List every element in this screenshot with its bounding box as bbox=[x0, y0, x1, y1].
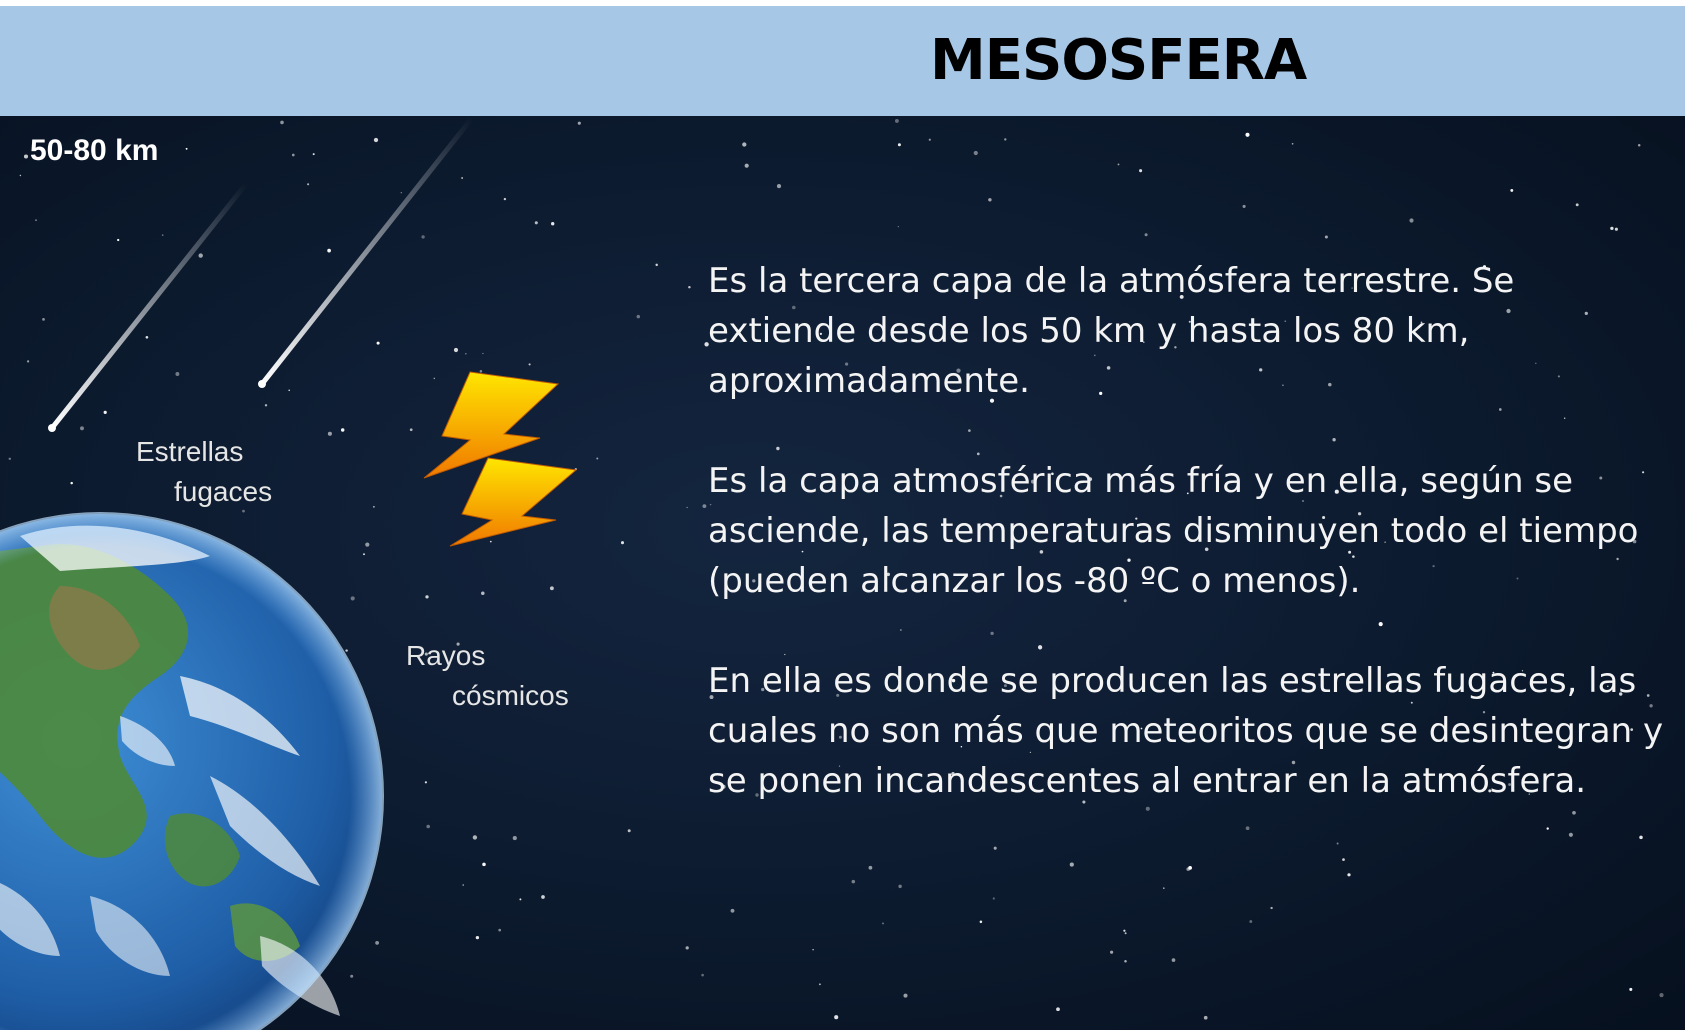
star-dot bbox=[1145, 233, 1148, 236]
star-dot bbox=[289, 723, 292, 726]
star-dot bbox=[57, 949, 58, 950]
star-dot bbox=[480, 370, 483, 373]
star-dot bbox=[162, 234, 164, 236]
star-dot bbox=[490, 541, 492, 543]
star-dot bbox=[328, 432, 332, 436]
shooting-stars-label: Estrellas bbox=[136, 436, 244, 467]
star-dot bbox=[1342, 858, 1345, 861]
star-dot bbox=[351, 596, 355, 600]
star-dot bbox=[454, 348, 458, 352]
star-dot bbox=[551, 222, 554, 225]
star-dot bbox=[35, 219, 37, 221]
star-dot bbox=[101, 702, 104, 705]
star-dot bbox=[324, 718, 328, 722]
star-dot bbox=[375, 941, 379, 945]
star-dot bbox=[504, 198, 506, 200]
star-dot bbox=[70, 482, 72, 484]
star-dot bbox=[421, 235, 424, 238]
star-dot bbox=[280, 121, 284, 125]
star-dot bbox=[1123, 930, 1125, 932]
star-dot bbox=[185, 542, 189, 546]
star-dot bbox=[1163, 887, 1165, 889]
star-dot bbox=[24, 154, 28, 158]
star-dot bbox=[1110, 951, 1113, 954]
star-dot bbox=[333, 749, 337, 753]
star-dot bbox=[461, 177, 463, 179]
star-dot bbox=[1139, 169, 1142, 172]
star-dot bbox=[117, 239, 119, 241]
star-dot bbox=[1610, 227, 1613, 230]
star-dot bbox=[1172, 958, 1176, 962]
star-dot bbox=[349, 831, 353, 835]
star-dot bbox=[104, 411, 107, 414]
star-dot bbox=[1638, 144, 1641, 147]
star-dot bbox=[2, 546, 5, 549]
star-dot bbox=[170, 1007, 174, 1011]
star-dot bbox=[197, 608, 201, 612]
star-dot bbox=[426, 825, 430, 829]
star-dot bbox=[98, 916, 99, 917]
star-dot bbox=[1245, 133, 1249, 137]
space-background bbox=[0, 116, 1685, 1030]
star-dot bbox=[541, 895, 545, 899]
star-dot bbox=[318, 632, 321, 635]
star-dot bbox=[192, 610, 196, 614]
star-dot bbox=[467, 449, 471, 453]
star-dot bbox=[482, 863, 486, 867]
star-dot bbox=[42, 882, 45, 885]
star-dot bbox=[434, 378, 436, 380]
star-dot bbox=[1125, 932, 1127, 934]
cosmic-rays-label-line2: cósmicos bbox=[452, 680, 569, 711]
star-dot bbox=[535, 221, 538, 224]
star-dot bbox=[159, 921, 161, 923]
description-text bbox=[708, 256, 1668, 856]
star-dot bbox=[701, 974, 704, 977]
star-dot bbox=[1659, 993, 1663, 997]
altitude-range: 50-80 km bbox=[30, 134, 159, 167]
star-dot bbox=[688, 286, 690, 288]
star-dot bbox=[482, 353, 483, 354]
star-dot bbox=[655, 264, 657, 266]
star-dot bbox=[373, 506, 375, 508]
star-dot bbox=[1292, 143, 1294, 145]
star-dot bbox=[126, 917, 128, 919]
star-dot bbox=[1510, 189, 1513, 192]
star-dot bbox=[401, 192, 402, 193]
star-dot bbox=[1615, 228, 1618, 231]
shooting-stars-label-line2: fugaces bbox=[174, 476, 273, 507]
star-dot bbox=[123, 824, 126, 827]
star-dot bbox=[249, 854, 251, 856]
star-dot bbox=[345, 649, 347, 651]
star-dot bbox=[481, 591, 485, 595]
star-dot bbox=[350, 975, 353, 978]
star-dot bbox=[20, 175, 21, 176]
star-dot bbox=[686, 946, 689, 949]
paragraph-shooting-stars: En ella es donde se producen las estrellas fugaces, las cuales no son más que meteoritos que se desintegran y se ponen incandescentes al entrar en la atmósfera. bbox=[708, 661, 1664, 801]
paragraph-definition: Es la tercera capa de la atmósfera terrestre. Se extiende desde los 50 km y hasta los 80 km, aproximadamente. bbox=[708, 261, 1515, 401]
star-dot bbox=[148, 592, 151, 595]
star-dot bbox=[374, 138, 378, 142]
star-dot bbox=[327, 249, 331, 253]
star-dot bbox=[550, 586, 554, 590]
star-dot bbox=[42, 318, 45, 321]
star-dot bbox=[596, 458, 598, 460]
star-dot bbox=[742, 142, 746, 146]
star-dot bbox=[575, 468, 577, 470]
star-dot bbox=[621, 541, 624, 544]
cosmic-rays-label: Rayos bbox=[406, 640, 486, 671]
star-dot bbox=[75, 808, 77, 810]
star-dot bbox=[731, 909, 735, 913]
star-dot bbox=[363, 553, 365, 555]
star-dot bbox=[1243, 205, 1246, 208]
slide-title: MESOSFERA bbox=[930, 28, 1307, 93]
star-dot bbox=[1118, 163, 1120, 165]
star-dot bbox=[410, 428, 413, 431]
star-dot bbox=[578, 122, 581, 125]
star-dot bbox=[529, 363, 531, 365]
star-dot bbox=[425, 781, 427, 783]
star-dot bbox=[745, 164, 749, 168]
star-dot bbox=[1204, 1016, 1208, 1020]
star-dot bbox=[476, 936, 479, 939]
star-dot bbox=[519, 898, 521, 900]
star-dot bbox=[993, 897, 995, 899]
star-dot bbox=[869, 866, 873, 870]
star-dot bbox=[365, 543, 369, 547]
star-dot bbox=[895, 119, 899, 123]
star-dot bbox=[777, 184, 781, 188]
star-dot bbox=[63, 823, 65, 825]
star-dot bbox=[929, 139, 931, 141]
star-dot bbox=[1409, 218, 1413, 222]
slide bbox=[0, 6, 1685, 1030]
star-dot bbox=[812, 949, 813, 950]
star-dot bbox=[265, 404, 267, 406]
star-dot bbox=[819, 983, 821, 985]
star-dot bbox=[175, 372, 179, 376]
star-dot bbox=[1270, 907, 1272, 909]
star-dot bbox=[1056, 1007, 1060, 1011]
star-dot bbox=[1576, 203, 1579, 206]
star-dot bbox=[1347, 873, 1350, 876]
star-dot bbox=[1325, 235, 1328, 238]
title-banner bbox=[0, 6, 1685, 116]
star-dot bbox=[287, 932, 289, 934]
star-dot bbox=[313, 153, 315, 155]
star-dot bbox=[628, 829, 631, 832]
star-dot bbox=[852, 880, 856, 884]
star-dot bbox=[465, 353, 467, 355]
star-dot bbox=[425, 595, 428, 598]
star-dot bbox=[288, 390, 290, 392]
star-dot bbox=[292, 154, 295, 157]
star-dot bbox=[199, 253, 203, 257]
star-dot bbox=[898, 226, 899, 227]
paragraph-temperature: Es la capa atmosférica más fría y en ella, según se asciende, las temperaturas disminuyen todo el tiempo (pueden alcanzar los -80 ºC o menos). bbox=[708, 461, 1639, 601]
star-dot bbox=[1070, 863, 1074, 867]
star-dot bbox=[702, 504, 706, 508]
star-dot bbox=[239, 609, 241, 611]
star-dot bbox=[898, 885, 901, 888]
star-dot bbox=[1249, 920, 1252, 923]
star-dot bbox=[227, 728, 231, 732]
star-dot bbox=[898, 143, 901, 146]
star-dot bbox=[974, 151, 978, 155]
star-dot bbox=[882, 922, 884, 924]
star-dot bbox=[903, 994, 907, 998]
star-dot bbox=[341, 428, 344, 431]
star-dot bbox=[195, 597, 198, 600]
star-dot bbox=[186, 148, 188, 150]
star-dot bbox=[980, 921, 983, 924]
star-dot bbox=[513, 836, 517, 840]
star-dot bbox=[637, 315, 641, 319]
star-dot bbox=[377, 342, 380, 345]
star-dot bbox=[319, 686, 322, 689]
star-dot bbox=[80, 426, 84, 430]
star-dot bbox=[1124, 960, 1127, 963]
star-dot bbox=[1004, 138, 1006, 140]
star-dot bbox=[498, 929, 501, 932]
star-dot bbox=[1188, 866, 1192, 870]
star-dot bbox=[9, 458, 11, 460]
star-dot bbox=[307, 183, 309, 185]
star-dot bbox=[988, 198, 991, 201]
star-dot bbox=[473, 835, 477, 839]
star-dot bbox=[286, 743, 290, 747]
star-dot bbox=[686, 507, 687, 508]
star-dot bbox=[462, 884, 464, 886]
star-dot bbox=[834, 1015, 838, 1019]
star-dot bbox=[1629, 988, 1632, 991]
star-dot bbox=[27, 360, 29, 362]
star-dot bbox=[146, 336, 149, 339]
star-dot bbox=[12, 620, 16, 624]
